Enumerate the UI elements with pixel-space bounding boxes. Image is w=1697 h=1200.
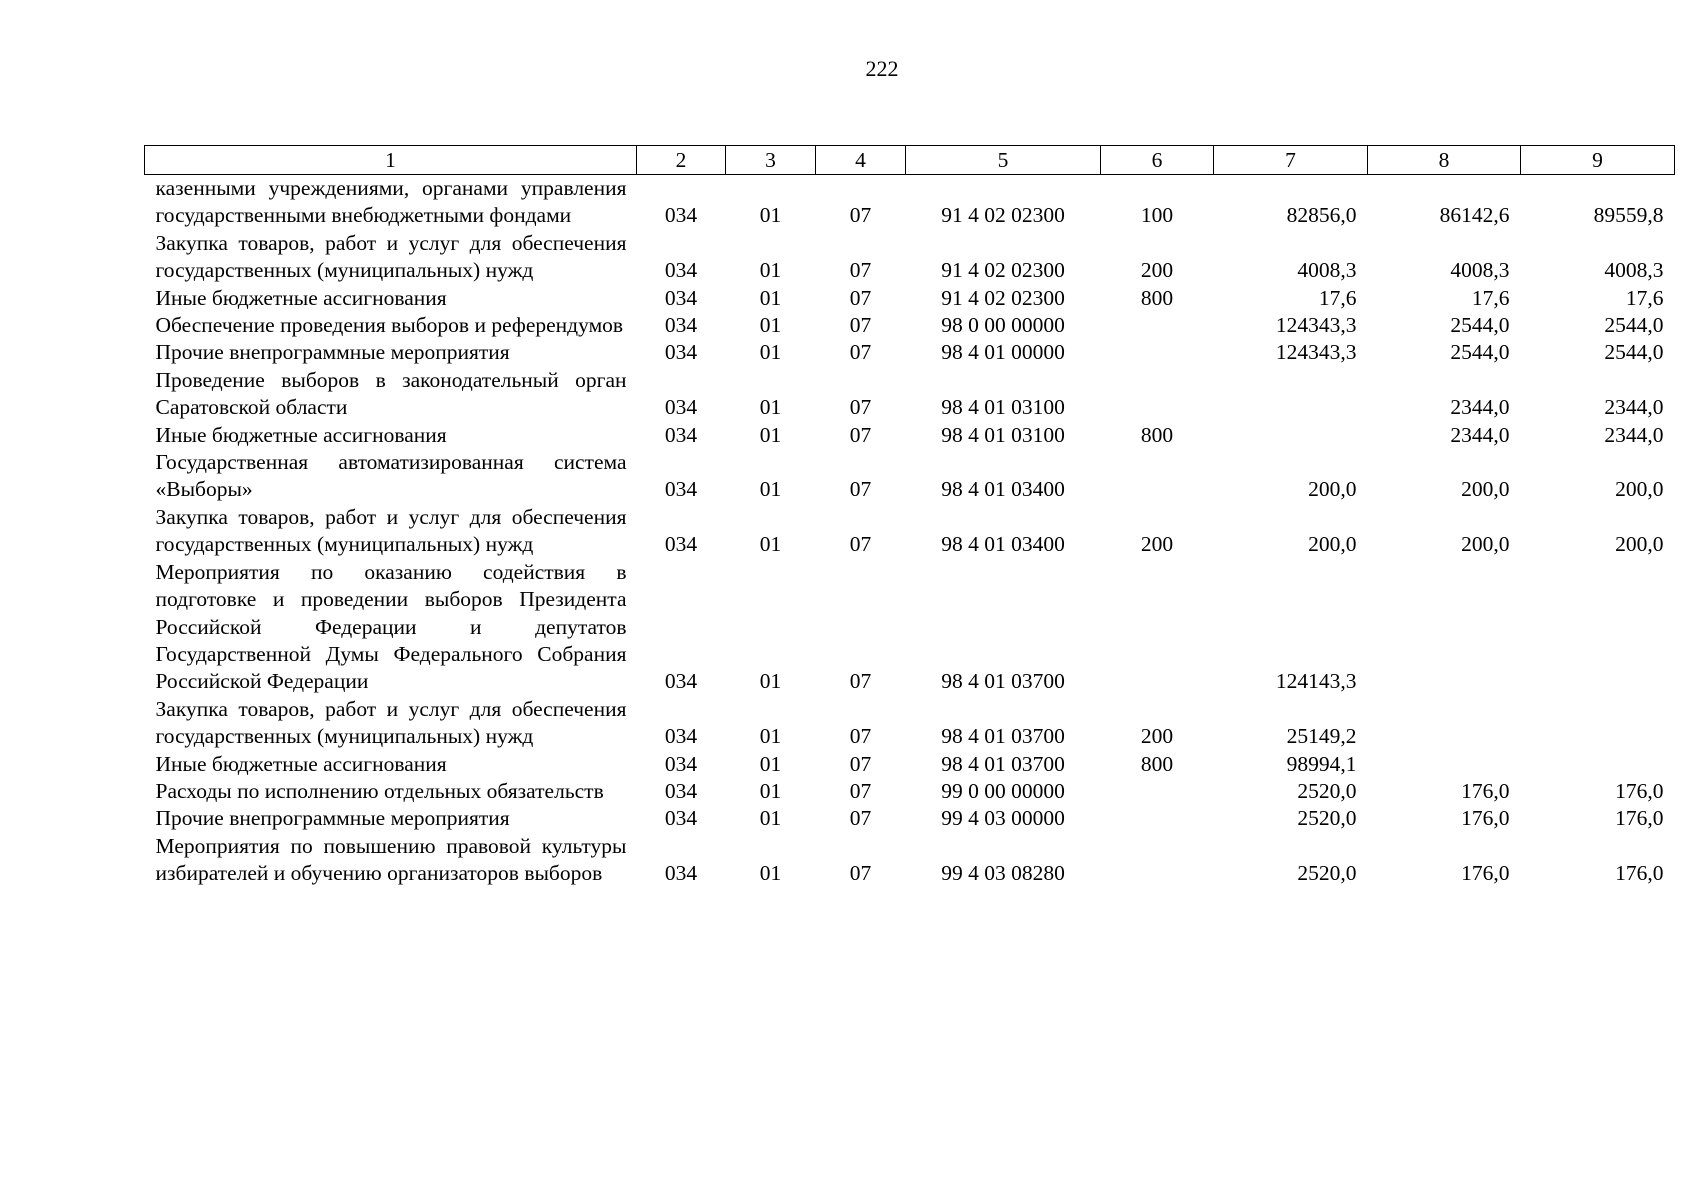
section-code-cell: 01 [759, 751, 782, 776]
amount-year1-cell: 17,6 [1318, 285, 1357, 310]
amount-year2-cell: 2344,0 [1450, 395, 1510, 420]
subsection-code-cell: 07 [849, 285, 872, 310]
expense-type-cell: 800 [1140, 751, 1174, 776]
expense-type-cell [1101, 312, 1214, 339]
column-header: 2 [637, 146, 726, 175]
expense-type-cell: 100 [1140, 203, 1174, 228]
amount-year1-cell: 200,0 [1308, 532, 1357, 557]
amount-year3-cell: 17,6 [1625, 285, 1664, 310]
amount-year1-cell [1214, 367, 1368, 422]
expense-type-cell [1101, 339, 1214, 366]
ministry-code-cell: 034 [664, 203, 698, 228]
ministry-code-cell: 034 [664, 285, 698, 310]
section-code-cell: 01 [759, 669, 782, 694]
amount-year1-cell: 98994,1 [1286, 751, 1357, 776]
ministry-code-cell: 034 [664, 395, 698, 420]
amount-year2-cell [1368, 559, 1521, 696]
expense-type-cell [1101, 833, 1214, 888]
table-row [145, 449, 1675, 504]
subsection-code-cell: 07 [849, 340, 872, 365]
section-code-cell: 01 [759, 340, 782, 365]
column-header: 5 [906, 146, 1101, 175]
subsection-code-cell: 07 [849, 532, 872, 557]
ministry-code-cell: 034 [664, 669, 698, 694]
amount-year1-cell [1214, 422, 1368, 449]
subsection-code-cell: 07 [849, 806, 872, 831]
ministry-code-cell: 034 [664, 477, 698, 502]
subsection-code-cell: 07 [849, 861, 872, 886]
section-code-cell: 01 [759, 477, 782, 502]
subsection-code-cell: 07 [849, 422, 872, 447]
amount-year3-cell: 176,0 [1615, 861, 1664, 886]
expense-name-cell: Расходы по исполнению отдельных обязательств [155, 778, 604, 803]
amount-year1-cell: 82856,0 [1286, 203, 1357, 228]
expense-name-cell: Иные бюджетные ассигнования [155, 422, 447, 447]
column-header: 8 [1368, 146, 1521, 175]
expense-name-cell: Государственная автоматизированная система «Выборы» [155, 450, 627, 502]
column-header: 6 [1101, 146, 1214, 175]
amount-year2-cell: 4008,3 [1450, 258, 1510, 283]
expense-type-cell: 800 [1140, 422, 1174, 447]
expense-type-cell [1101, 367, 1214, 422]
column-header: 3 [726, 146, 816, 175]
ministry-code-cell: 034 [664, 340, 698, 365]
target-article-cell: 98 4 01 03400 [941, 532, 1065, 557]
amount-year3-cell: 89559,8 [1593, 203, 1664, 228]
subsection-code-cell: 07 [849, 669, 872, 694]
target-article-cell: 91 4 02 02300 [941, 203, 1065, 228]
column-header: 4 [816, 146, 906, 175]
subsection-code-cell: 07 [849, 395, 872, 420]
amount-year1-cell: 2520,0 [1297, 778, 1357, 803]
amount-year3-cell: 4008,3 [1604, 258, 1664, 283]
expense-name-cell: Иные бюджетные ассигнования [155, 285, 447, 310]
amount-year2-cell: 86142,6 [1439, 203, 1510, 228]
subsection-code-cell: 07 [849, 778, 872, 803]
subsection-code-cell: 07 [849, 724, 872, 749]
amount-year3-cell: 2344,0 [1604, 422, 1664, 447]
table-row [145, 285, 1675, 312]
amount-year1-cell: 4008,3 [1297, 258, 1357, 283]
subsection-code-cell: 07 [849, 203, 872, 228]
amount-year1-cell: 200,0 [1308, 477, 1357, 502]
table-row [145, 367, 1675, 422]
target-article-cell: 99 4 03 08280 [941, 861, 1065, 886]
amount-year3-cell: 200,0 [1615, 532, 1664, 557]
amount-year2-cell: 2344,0 [1450, 422, 1510, 447]
amount-year2-cell: 200,0 [1461, 477, 1510, 502]
ministry-code-cell: 034 [664, 422, 698, 447]
table-row [145, 751, 1675, 778]
section-code-cell: 01 [759, 532, 782, 557]
target-article-cell: 99 0 00 00000 [941, 778, 1065, 803]
target-article-cell: 98 4 01 03100 [941, 395, 1065, 420]
table-row [145, 175, 1675, 230]
expense-type-cell: 200 [1140, 532, 1174, 557]
table-row [145, 805, 1675, 832]
table-row [145, 696, 1675, 751]
budget-table [144, 145, 1675, 888]
target-article-cell: 98 4 01 00000 [941, 340, 1065, 365]
expense-type-cell: 200 [1140, 258, 1174, 283]
section-code-cell: 01 [759, 395, 782, 420]
amount-year2-cell [1368, 751, 1521, 778]
ministry-code-cell: 034 [664, 724, 698, 749]
column-header: 9 [1521, 146, 1675, 175]
expense-name-cell: казенными учреждениями, органами управления государственными внебюджетными фондами [155, 176, 627, 228]
expense-name-cell: Прочие внепрограммные мероприятия [155, 806, 510, 831]
amount-year3-cell [1521, 696, 1675, 751]
table-body [145, 175, 1675, 888]
amount-year1-cell: 124343,3 [1275, 340, 1357, 365]
amount-year1-cell: 124343,3 [1275, 313, 1357, 338]
section-code-cell: 01 [759, 724, 782, 749]
section-code-cell: 01 [759, 806, 782, 831]
amount-year2-cell: 17,6 [1471, 285, 1510, 310]
table-row [145, 422, 1675, 449]
target-article-cell: 98 4 01 03100 [941, 422, 1065, 447]
expense-name-cell: Закупка товаров, работ и услуг для обеспечения государственных (муниципальных) нужд [155, 696, 627, 749]
section-code-cell: 01 [759, 861, 782, 886]
amount-year3-cell: 200,0 [1615, 477, 1664, 502]
amount-year3-cell: 2544,0 [1604, 313, 1664, 338]
amount-year2-cell: 176,0 [1461, 778, 1510, 803]
target-article-cell: 99 4 03 00000 [941, 806, 1065, 831]
target-article-cell: 98 0 00 00000 [941, 313, 1065, 338]
target-article-cell: 98 4 01 03400 [941, 477, 1065, 502]
expense-name-cell: Прочие внепрограммные мероприятия [155, 340, 510, 365]
target-article-cell: 91 4 02 02300 [941, 285, 1065, 310]
ministry-code-cell: 034 [664, 778, 698, 803]
expense-name-cell: Проведение выборов в законодательный орган Саратовской области [155, 367, 627, 420]
expense-type-cell [1101, 449, 1214, 504]
amount-year2-cell: 2544,0 [1450, 313, 1510, 338]
table-row [145, 833, 1675, 888]
table-row [145, 230, 1675, 285]
expense-type-cell: 200 [1140, 724, 1174, 749]
amount-year3-cell: 2344,0 [1604, 395, 1664, 420]
amount-year1-cell: 124143,3 [1275, 669, 1357, 694]
amount-year1-cell: 2520,0 [1297, 861, 1357, 886]
expense-name-cell: Иные бюджетные ассигнования [155, 751, 447, 776]
section-code-cell: 01 [759, 422, 782, 447]
column-header: 7 [1214, 146, 1368, 175]
section-code-cell: 01 [759, 285, 782, 310]
ministry-code-cell: 034 [664, 258, 698, 283]
section-code-cell: 01 [759, 313, 782, 338]
expense-type-cell [1101, 559, 1214, 696]
amount-year3-cell: 176,0 [1615, 806, 1664, 831]
amount-year1-cell: 2520,0 [1297, 806, 1357, 831]
section-code-cell: 01 [759, 258, 782, 283]
amount-year3-cell [1521, 751, 1675, 778]
ministry-code-cell: 034 [664, 751, 698, 776]
amount-year3-cell: 176,0 [1615, 778, 1664, 803]
page-number: 222 [865, 56, 899, 81]
table-row [145, 559, 1675, 696]
subsection-code-cell: 07 [849, 477, 872, 502]
target-article-cell: 98 4 01 03700 [941, 751, 1065, 776]
amount-year2-cell: 2544,0 [1450, 340, 1510, 365]
table-row [145, 312, 1675, 339]
column-header: 1 [145, 146, 637, 175]
expense-type-cell [1101, 805, 1214, 832]
subsection-code-cell: 07 [849, 313, 872, 338]
amount-year2-cell [1368, 696, 1521, 751]
expense-name-cell: Мероприятия по оказанию содействия в подготовке и проведении выборов Президента Российской Федерации и депутатов Государственной Думы Федерального Собрания Российской Федерации [155, 559, 627, 694]
amount-year2-cell: 176,0 [1461, 806, 1510, 831]
target-article-cell: 91 4 02 02300 [941, 258, 1065, 283]
amount-year3-cell: 2544,0 [1604, 340, 1664, 365]
ministry-code-cell: 034 [664, 313, 698, 338]
subsection-code-cell: 07 [849, 258, 872, 283]
ministry-code-cell: 034 [664, 806, 698, 831]
ministry-code-cell: 034 [664, 861, 698, 886]
ministry-code-cell: 034 [664, 532, 698, 557]
amount-year3-cell [1521, 559, 1675, 696]
table-header-row [145, 146, 1675, 175]
expense-name-cell: Обеспечение проведения выборов и референдумов [155, 313, 624, 338]
expense-name-cell: Закупка товаров, работ и услуг для обеспечения государственных (муниципальных) нужд [155, 504, 627, 557]
table-row [145, 504, 1675, 559]
amount-year1-cell: 25149,2 [1286, 724, 1357, 749]
table-row [145, 778, 1675, 805]
expense-name-cell: Мероприятия по повышению правовой культуры избирателей и обучению организаторов выборов [155, 833, 627, 886]
amount-year2-cell: 200,0 [1461, 532, 1510, 557]
expense-type-cell: 800 [1140, 285, 1174, 310]
expense-type-cell [1101, 778, 1214, 805]
amount-year2-cell: 176,0 [1461, 861, 1510, 886]
expense-name-cell: Закупка товаров, работ и услуг для обеспечения государственных (муниципальных) нужд [155, 230, 627, 283]
subsection-code-cell: 07 [849, 751, 872, 776]
section-code-cell: 01 [759, 778, 782, 803]
table-row [145, 339, 1675, 366]
target-article-cell: 98 4 01 03700 [941, 669, 1065, 694]
target-article-cell: 98 4 01 03700 [941, 724, 1065, 749]
section-code-cell: 01 [759, 203, 782, 228]
